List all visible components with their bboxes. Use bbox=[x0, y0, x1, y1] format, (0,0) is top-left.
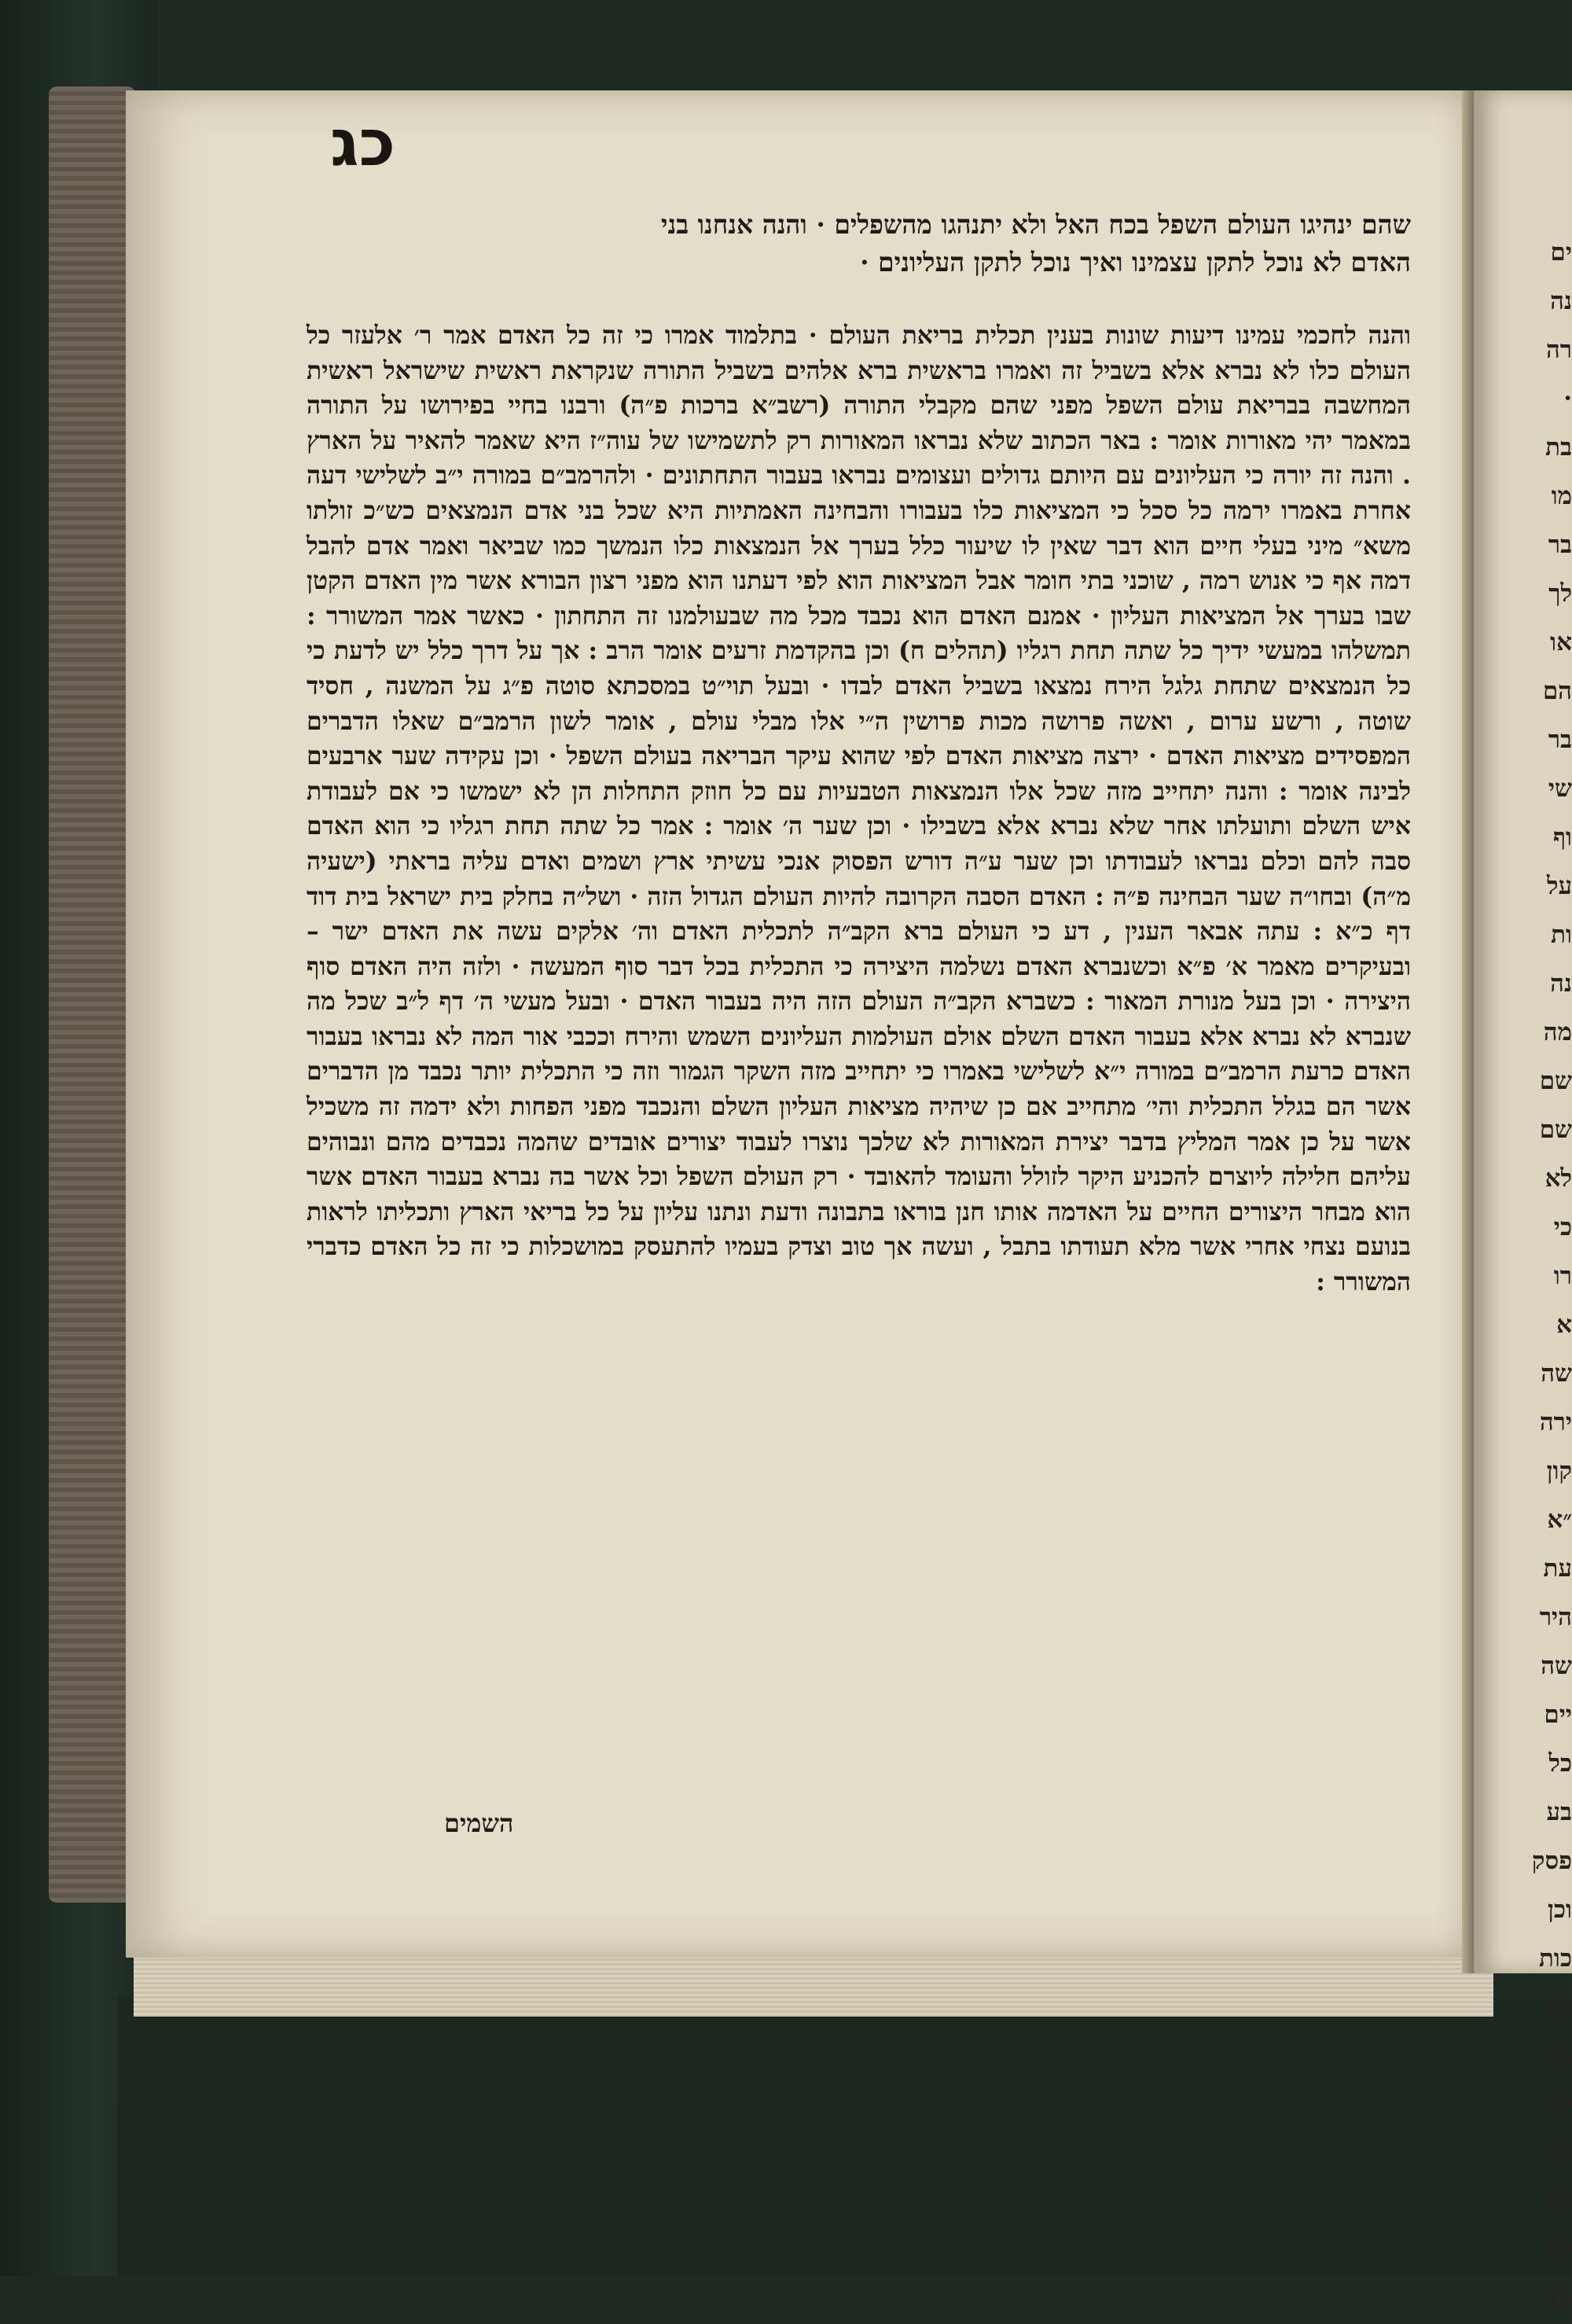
facing-page-fragment: ירה bbox=[1539, 1408, 1572, 1436]
facing-page-fragment: שר bbox=[1542, 2139, 1572, 2168]
facing-page-fragment: היר bbox=[1539, 1603, 1572, 1631]
facing-page-fragment: בר bbox=[1548, 531, 1572, 559]
facing-page-fragment: עת bbox=[1543, 1554, 1572, 1583]
opening-lines bbox=[307, 206, 1411, 281]
facing-page-fragment: לא bbox=[1544, 2237, 1572, 2265]
catchword: השמים bbox=[444, 1808, 514, 1838]
facing-page-fragment: וכן bbox=[1548, 1896, 1572, 1924]
facing-page-fragment: ינו bbox=[1551, 2090, 1572, 2119]
facing-page-fragment: הם bbox=[1542, 677, 1572, 705]
main-paragraph: והנה לחכמי עמינו דיעות שונות בענין תכלית בריאת העולם · בתלמוד אמרו כי זה כל האדם אמר ר׳ אלעזר כל העולם כלו לא נברא אלא בשביל זה ואמרו בראשית ברא אלהים בשביל התורה שנקראת ראשית שישראל ראשית המחשבה בבריאת עולם השפל מפני שהם מקבלי התורה (רשב״א ברכות פ״ה) ורבנו בחיי בפירושו על התורה במאמר יהי מאורות אומר : באר הכתוב שלא נבראו המאורות רק לתשמישו של עוה״ז היא שאמר להאיר על הארץ . והנה זה יורה כי העליונים עם היותם גדולים ועצומים נבראו בעבור התחתונים · ולהרמב״ם במורה י״ב לשלישי דעה אחרת באמרו ירמה כל סכל כי המציאות כלו בעבורו והבחינה האמתיות היא שכל בני אדם הנמצאים כש״כ זולתו משא״ מיני בעלי חיים הוא דבר שאין לו שיעור כלל בערך אל הנמצאות כלו הנמשך כמו שביאר ואמר אדם להבל דמה אף כי אנוש רמה , שוכני בתי חומר אבל המציאות הוא לפי דעתנו הוא מפני רצון הבורא אשר מין האדם הקטן שבו בערך אל המציאות העליון · אמנם האדם הוא נכבד מכל מה שבעולמנו זה התחתון · כאשר אמר המשורר : תמשלהו במעשי ידיך כל שתה תחת רגליו (תהלים ח) וכן בהקדמת זרעים אומר הרב : אך על דרך כלל יש לדעת כי כל הנמצאים שתחת גלגל הירח נמצאו בשביל האדם לבדו · ובעל תוי״ט במסכתא סוטה פ״ג על המשנה , חסיד שוטה , ורשע ערום , ואשה פרושה מכות פרושין ה״י אלו מבלי עולם , אומר לשון הרמב״ם שאלו הדברים המפסידים מציאות האדם · ירצה מציאות האדם לפי שהוא עיקר הבריאה בעולם השפל · וכן עקידה שער ארבעים לבינה אומר : והנה יתחייב מזה שכל אלו הנמצאות הטבעיות עם כל חוזק התחלות הן לא ישמשו כי אם לעבודת איש השלם ותועלתו אחר שלא נברא אלא בשבילו · וכן שער ה׳ אומר : אמר כל שתה תחת רגליו כי הוא האדם סבה להם וכלם נבראו לעבודתו וכן שער ע״ה דורש הפסוק אנכי עשיתי ארץ ושמים ואדם עליה בראתי (ישעיה מ״ה) ובחו״ה שער הבחינה פ״ה : האדם הסבה הקרובה להיות העולם הגדול הזה · ושל״ה בחלק בית ישראל בית דוד דף כ״א : עתה אבאר הענין , דע כי העולם ברא הקב״ה לתכלית האדם וה׳ אלקים עשה את האדם ישר – ובעיקרים מאמר א׳ פ״א וכשנברא האדם נשלמה היצירה כי התכלית בכל דבר סוף המעשה · ולזה היה האדם סוף היצירה · וכן בעל מנורת המאור : כשברא הקב״ה העולם הזה היה בעבור האדם · ובעל מעשי ה׳ דף ל״ב שכל מה שנברא לא נברא אלא בעבור האדם השלם אולם העולמות העליונים השמש והירח וככבי אור המה לא נבראו בעבור האדם כרעת הרמב״ם במורה י״א לשלישי באמרו כי יתחייב מזה השקר הגמור וזה כי התכלית יותר נכבד מן הדברים אשר הם בגלל התכלית והי׳ מתחייב אם כן שיהיה מציאות העליון השלם והנכבד מפני הפחות ולא ידמה זה משכיל אשר על כן אמר המליץ בדבר יצירת המאורות לא שלכך נוצרו לעבוד יצורים אובדים שהמה נכבדים מהם ונבוהים עליהם חלילה ליוצרם להכניע היקר לזולל והעומד להאובד · רק העולם השפל וכל אשר בה נברא בעבור האדם אשר הוא מבחר היצורים החיים על האדמה אותו חנן בוראו בתבונה ודעת ונתנו עליון על כל בריאי הארץ ותכליתו לראות בנועם נצחי אחרי אשר מלא תעודתו בתבל , ועשה אך טוב וצדק בעמיו להתעסק במושכלות כי זה כל האדם כדברי המשורר : bbox=[307, 321, 1411, 1297]
facing-page-fragment: ים bbox=[1550, 238, 1572, 267]
facing-page-fragment: לא bbox=[1544, 1164, 1572, 1193]
book-spine-cloth bbox=[49, 86, 135, 1903]
facing-page-fragment: מה bbox=[1543, 1018, 1572, 1046]
facing-page-fragment: תנו bbox=[1543, 2285, 1572, 2314]
facing-page-fragment: פסק bbox=[1531, 1847, 1572, 1875]
facing-page-fragment: בת bbox=[1545, 2042, 1572, 2070]
facing-page-fragment: כל bbox=[1548, 1749, 1572, 1778]
facing-page-fragment: שם bbox=[1539, 1067, 1572, 1095]
facing-page-fragment: נה bbox=[1550, 287, 1572, 315]
facing-page-fragment: כות bbox=[1539, 1944, 1572, 1973]
facing-page-fragment: נה bbox=[1550, 969, 1572, 998]
facing-page-fragment: לך bbox=[1548, 579, 1572, 608]
facing-page-fragment: א bbox=[1556, 1311, 1572, 1339]
facing-page-fragment: ״א bbox=[1547, 1506, 1572, 1534]
facing-page-fragment: רו bbox=[1553, 1262, 1572, 1290]
facing-page-fragment: שי bbox=[1548, 774, 1572, 803]
facing-page-fragment: · bbox=[1563, 384, 1572, 413]
facing-page-fragment: יים bbox=[1544, 1701, 1572, 1729]
facing-page-fragment: מו bbox=[1551, 482, 1572, 510]
facing-page-fragment: על bbox=[1546, 872, 1572, 900]
opening-line-2: האדם לא נוכל לתקן עצמינו ואיך נוכל לתקן העליונים · bbox=[860, 247, 1411, 278]
facing-page-fragment: שה bbox=[1541, 1359, 1572, 1388]
facing-page-fragment: מה bbox=[1543, 1993, 1572, 2021]
facing-page-fragment: רה bbox=[1545, 336, 1572, 364]
facing-page-fragment: בע bbox=[1546, 1798, 1572, 1826]
facing-page-fragment: עת bbox=[1543, 2188, 1572, 2216]
opening-line-1: שהם ינהיגו העולם השפל בכח האל ולא יתנהגו מהשפלים · והנה אנחנו בני bbox=[660, 209, 1411, 240]
facing-page-fragment: בר bbox=[1548, 726, 1572, 754]
facing-page-fragment: או bbox=[1550, 628, 1572, 656]
book-cover-bottom bbox=[118, 1997, 1572, 2276]
facing-page-fragment: שה bbox=[1541, 1652, 1572, 1680]
facing-page-fragment: וף bbox=[1553, 823, 1572, 851]
page-number: כג bbox=[330, 106, 396, 181]
facing-page-fragment: שם bbox=[1539, 1116, 1572, 1144]
facing-page-fragment: קון bbox=[1546, 1457, 1572, 1485]
facing-page-text-fragments bbox=[1531, 228, 1572, 2324]
facing-page-fragment: בת bbox=[1545, 433, 1572, 461]
facing-page-fragment: כי bbox=[1553, 1213, 1572, 1241]
facing-page-fragment: ות bbox=[1551, 921, 1572, 949]
